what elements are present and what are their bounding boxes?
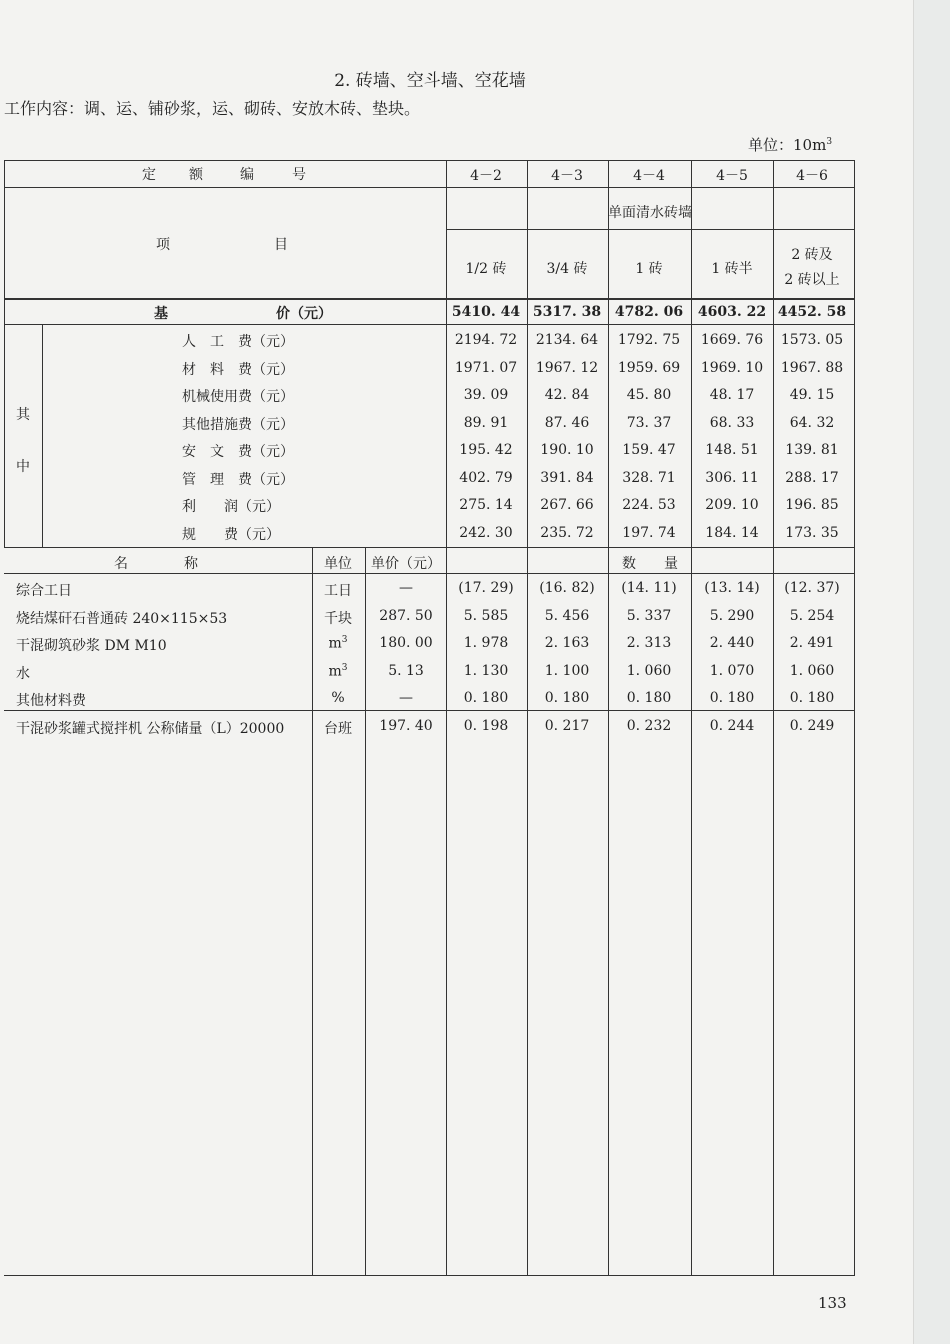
resource-price: — — [399, 690, 413, 706]
cost-label: 机械使用费（元） — [182, 389, 294, 405]
rule-col-0 — [446, 160, 447, 1276]
quota-label: 定 — [142, 167, 156, 183]
resource-qty: 0. 217 — [544, 718, 590, 734]
cost-value: 64. 32 — [789, 414, 835, 431]
rule-sub-3 — [773, 229, 774, 299]
cost-value: 173. 35 — [785, 524, 839, 541]
base-price-value: 5317. 38 — [532, 304, 602, 320]
resource-price: — — [399, 580, 413, 596]
quota-code: 4－5 — [716, 168, 748, 184]
rule-head-bottom — [4, 298, 855, 300]
rule-col-4 — [773, 160, 774, 1276]
sub-header: 1 砖 — [635, 261, 663, 277]
page-edge — [913, 0, 950, 1344]
resource-qty: 0. 180 — [626, 690, 672, 706]
rule-group — [446, 229, 855, 230]
quota-label: 号 — [292, 167, 306, 183]
cost-value: 73. 37 — [626, 414, 672, 431]
resource-qty: (12. 37) — [784, 580, 840, 596]
quota-table — [4, 160, 855, 1278]
resource-qty: 1. 130 — [463, 663, 509, 679]
rule-col-2 — [608, 160, 609, 1276]
page-number: 133 — [818, 1294, 847, 1312]
base-price-value: 4603. 22 — [697, 304, 767, 320]
qizhong-label: 其 — [16, 407, 30, 423]
base-price-label: 价（元） — [276, 306, 332, 322]
cost-value: 2134. 64 — [535, 332, 599, 348]
cost-value: 209. 10 — [705, 497, 759, 513]
item-label: 项 — [156, 237, 170, 253]
quota-code: 4－3 — [551, 168, 583, 184]
cost-label: 利 润（元） — [182, 499, 280, 515]
rule-sub-1 — [608, 229, 609, 299]
rule-sub-0 — [527, 229, 528, 299]
cost-value: 148. 51 — [705, 442, 759, 458]
cost-value: 45. 80 — [626, 387, 672, 403]
cost-value: 197. 74 — [622, 524, 676, 541]
cost-value: 391. 84 — [540, 469, 594, 486]
resource-qty: (14. 11) — [621, 580, 677, 596]
resource-qty: 0. 249 — [789, 718, 835, 734]
base-price-value: 5410. 44 — [451, 304, 521, 320]
resource-name: 综合工日 — [16, 583, 72, 599]
sub-header: 3/4 砖 — [546, 261, 588, 277]
rule-price — [365, 547, 366, 1276]
resource-qty: 0. 198 — [463, 718, 509, 734]
resource-qty: 2. 491 — [789, 635, 835, 651]
resource-unit: 千块 — [324, 611, 352, 627]
rule-col-3 — [691, 160, 692, 1276]
rule-machine — [4, 710, 855, 711]
cost-value: 235. 72 — [540, 524, 594, 541]
rule-codes — [4, 187, 855, 188]
cost-value: 139. 81 — [785, 442, 839, 458]
resource-qty: 2. 163 — [544, 635, 590, 651]
rule-col-1 — [527, 160, 528, 1276]
qizhong-label: 中 — [16, 459, 30, 475]
resource-price: 180. 00 — [379, 635, 433, 651]
resource-qty: (13. 14) — [704, 580, 760, 596]
cost-value: 328. 71 — [622, 469, 676, 486]
rule-res-head — [4, 573, 855, 574]
cost-value: 1669. 76 — [700, 332, 764, 348]
cost-value: 1959. 69 — [617, 359, 681, 376]
cost-value: 224. 53 — [622, 497, 676, 513]
cost-value: 39. 09 — [463, 387, 509, 403]
cost-value: 1792. 75 — [617, 332, 681, 348]
cost-value: 1971. 07 — [454, 359, 518, 376]
resource-qty: 5. 456 — [544, 608, 590, 624]
res-header-name: 称 — [184, 556, 198, 572]
res-header-unit: 单位 — [324, 556, 352, 572]
quota-label: 编 — [240, 167, 254, 183]
resource-qty: (16. 82) — [539, 580, 595, 596]
cost-value: 267. 66 — [540, 497, 594, 513]
cost-value: 159. 47 — [622, 442, 676, 458]
item-label: 目 — [274, 237, 288, 253]
res-header-price: 单价（元） — [371, 556, 441, 572]
resource-price: 5. 13 — [388, 663, 424, 679]
resource-name: 干混砂浆罐式搅拌机 公称储量（L）20000 — [16, 721, 285, 737]
rule-unit — [312, 547, 313, 1276]
res-header-name: 名 — [114, 556, 128, 572]
resource-qty: 5. 337 — [626, 608, 672, 624]
rule-qizhong — [42, 324, 43, 548]
resource-price: 197. 40 — [379, 718, 433, 734]
quota-code: 4－4 — [633, 168, 665, 184]
quota-code: 4－2 — [470, 168, 502, 184]
res-header-qty: 数 量 — [622, 556, 678, 572]
cost-value: 68. 33 — [709, 414, 755, 431]
quota-label: 额 — [189, 167, 203, 183]
resource-qty: 0. 232 — [626, 718, 672, 734]
resource-unit: % — [331, 690, 345, 706]
resource-qty: 1. 070 — [709, 663, 755, 679]
cost-value: 1969. 10 — [700, 359, 764, 376]
rule-base — [4, 324, 855, 325]
group-title: 单面清水砖墙 — [608, 205, 692, 221]
rule-cost-bottom — [4, 547, 855, 548]
resource-qty: 0. 244 — [709, 718, 755, 734]
cost-value: 1967. 12 — [535, 359, 599, 376]
sub-header: 2 砖以上 — [784, 272, 840, 288]
cost-value: 42. 84 — [544, 387, 590, 403]
cost-value: 1967. 88 — [780, 359, 844, 376]
resource-name: 其他材料费 — [16, 693, 86, 709]
cost-value: 89. 91 — [463, 414, 509, 431]
sub-header: 1/2 砖 — [465, 261, 507, 277]
base-price-value: 4452. 58 — [777, 304, 847, 320]
resource-qty: 0. 180 — [789, 690, 835, 706]
base-price-value: 4782. 06 — [614, 304, 684, 320]
cost-value: 48. 17 — [709, 387, 755, 403]
resource-qty: 5. 585 — [463, 608, 509, 624]
resource-name: 水 — [16, 666, 30, 682]
resource-unit: $m^3$ — [328, 635, 348, 652]
resource-qty: 2. 440 — [709, 635, 755, 651]
cost-value: 1573. 05 — [780, 332, 844, 348]
resource-unit: 台班 — [324, 721, 352, 737]
cost-value: 2194. 72 — [454, 332, 518, 348]
rule-left — [4, 160, 5, 547]
resource-qty: 0. 180 — [544, 690, 590, 706]
resource-name: 干混砌筑砂浆 DM M10 — [16, 638, 167, 654]
resource-qty: 0. 180 — [463, 690, 509, 706]
sub-header: 1 砖半 — [711, 261, 753, 277]
rule-bottom — [4, 1275, 855, 1276]
cost-value: 196. 85 — [785, 497, 839, 513]
cost-label: 规 费（元） — [182, 526, 280, 543]
cost-value: 402. 79 — [459, 469, 513, 486]
cost-label: 其他措施费（元） — [182, 416, 294, 433]
cost-value: 87. 46 — [544, 414, 590, 431]
cost-label: 管 理 费（元） — [182, 471, 294, 488]
cost-value: 306. 11 — [705, 469, 759, 486]
cost-label: 安 文 费（元） — [182, 444, 294, 460]
cost-label: 材 料 费（元） — [182, 361, 294, 378]
cost-value: 190. 10 — [540, 442, 594, 458]
cost-value: 275. 14 — [459, 497, 513, 513]
resource-price: 287. 50 — [379, 608, 433, 624]
cost-value: 242. 30 — [459, 524, 513, 541]
resource-qty: 1. 100 — [544, 663, 590, 679]
resource-qty: 0. 180 — [709, 690, 755, 706]
resource-unit: 工日 — [324, 583, 352, 599]
unit-label: 单位：$10m^3$ — [748, 136, 833, 154]
cost-value: 49. 15 — [789, 387, 835, 403]
resource-qty: 1. 060 — [626, 663, 672, 679]
section-heading: 2. 砖墙、空斗墙、空花墙 — [334, 71, 526, 91]
rule-top — [4, 160, 855, 161]
sub-header: 2 砖及 — [791, 247, 833, 263]
cost-value: 288. 17 — [785, 469, 839, 486]
resource-unit: $m^3$ — [328, 663, 348, 680]
quota-code: 4－6 — [796, 168, 828, 184]
resource-name: 烧结煤矸石普通砖 240×115×53 — [16, 611, 228, 627]
cost-label: 人 工 费（元） — [182, 334, 294, 350]
base-price-label: 基 — [154, 306, 168, 322]
cost-value: 195. 42 — [459, 442, 513, 458]
resource-qty: 1. 060 — [789, 663, 835, 679]
resource-qty: 2. 313 — [626, 635, 672, 651]
rule-sub-2 — [691, 229, 692, 299]
cost-value: 184. 14 — [705, 524, 759, 541]
resource-qty: (17. 29) — [458, 580, 514, 596]
resource-qty: 1. 978 — [463, 635, 509, 651]
rule-right — [854, 160, 855, 1276]
resource-qty: 5. 290 — [709, 608, 755, 624]
work-content: 工作内容：调、运、铺砂浆，运、砌砖、安放木砖、垫块。 — [4, 99, 421, 118]
resource-qty: 5. 254 — [789, 608, 835, 624]
